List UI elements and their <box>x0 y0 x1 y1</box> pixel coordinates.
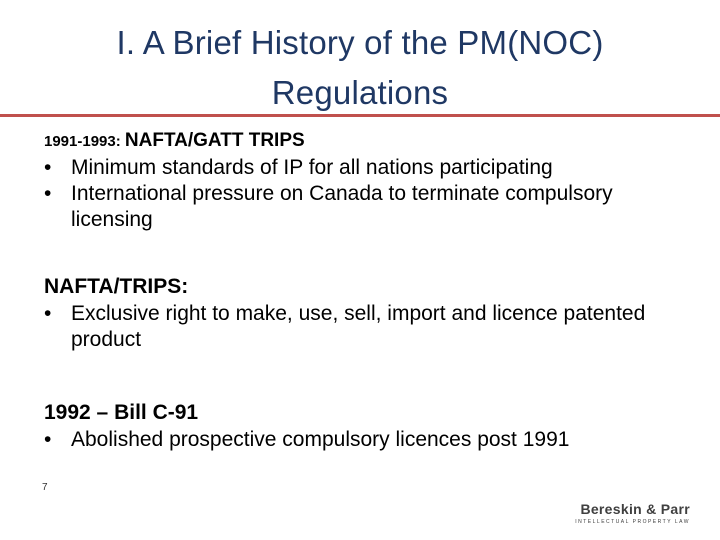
slide-title-line-1: I. A Brief History of the PM(NOC) <box>116 24 604 61</box>
list-item <box>44 427 694 453</box>
logo-tagline: INTELLECTUAL PROPERTY LAW <box>575 519 690 525</box>
bullet-icon: • <box>44 156 52 179</box>
list-item <box>44 301 694 353</box>
section-heading-years: 1991-1993: <box>44 133 125 150</box>
page-number: 7 <box>42 482 48 493</box>
section-heading-1991-1993 <box>44 128 694 155</box>
company-logo <box>560 501 690 526</box>
logo-name: Bereskin & Parr <box>580 501 690 517</box>
bullet-icon: • <box>44 302 52 325</box>
bullet-list-2 <box>44 301 694 353</box>
list-item <box>44 155 694 181</box>
list-item-text: Minimum standards of IP for all nations participating <box>71 156 553 179</box>
section-heading-nafta-trips: NAFTA/TRIPS: <box>44 275 189 298</box>
bullet-icon: • <box>44 182 52 205</box>
section-heading-topic: NAFTA/GATT TRIPS <box>124 130 305 151</box>
list-item <box>44 181 694 233</box>
spacer <box>44 233 694 273</box>
spacer <box>44 353 694 399</box>
title-divider <box>0 114 720 117</box>
list-item-text: International pressure on Canada to terminate compulsory licensing <box>71 182 613 231</box>
bullet-icon: • <box>44 428 52 451</box>
list-item-text: Abolished prospective compulsory licences post 1991 <box>71 428 570 451</box>
bullet-list-1 <box>44 155 694 233</box>
slide-body <box>44 128 694 453</box>
slide-title <box>0 18 720 118</box>
bullet-list-3 <box>44 427 694 453</box>
section-heading-bill-c91: 1992 – Bill C-91 <box>44 401 199 424</box>
slide-title-line-2: Regulations <box>271 74 449 111</box>
list-item-text: Exclusive right to make, use, sell, import and licence patented product <box>71 302 646 351</box>
